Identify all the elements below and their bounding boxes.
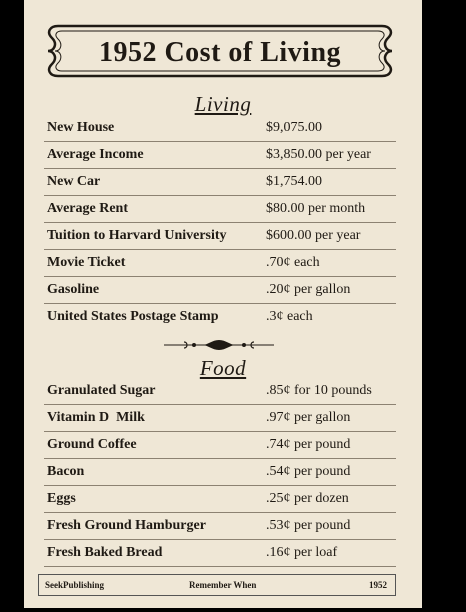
item-label: Eggs — [47, 491, 76, 506]
table-row — [44, 540, 396, 567]
table-row — [44, 196, 396, 223]
footer-series: Remember When — [189, 580, 257, 590]
footer-bar — [38, 574, 396, 596]
table-row — [44, 277, 396, 304]
table-row — [44, 250, 396, 277]
item-price: .53¢ per pound — [266, 518, 351, 533]
item-label: Movie Ticket — [47, 255, 126, 270]
item-label: Granulated Sugar — [47, 383, 156, 398]
footer-year: 1952 — [369, 580, 387, 590]
table-row — [44, 459, 396, 486]
table-row — [44, 142, 396, 169]
table-row — [44, 169, 396, 196]
item-price: .70¢ each — [266, 255, 320, 270]
page-title: 1952 Cost of Living — [98, 37, 342, 68]
item-price: .54¢ per pound — [266, 464, 351, 479]
item-label: Vitamin D Milk — [47, 410, 145, 425]
footer-publisher: SeekPublishing — [45, 580, 105, 590]
food-table — [44, 378, 396, 567]
item-label: Fresh Ground Hamburger — [47, 518, 206, 533]
table-row — [44, 432, 396, 459]
document-page — [24, 0, 422, 608]
item-label: New House — [47, 120, 115, 135]
item-price: $9,075.00 — [266, 120, 322, 135]
item-price: .74¢ per pound — [266, 437, 351, 452]
item-price: .3¢ each — [266, 309, 313, 324]
item-label: United States Postage Stamp — [47, 309, 219, 324]
item-label: Bacon — [47, 464, 85, 479]
item-label: Fresh Baked Bread — [47, 545, 163, 560]
item-label: Gasoline — [47, 282, 100, 297]
item-price: $600.00 per year — [266, 228, 361, 243]
item-label: New Car — [47, 174, 101, 189]
item-price: .97¢ per gallon — [266, 410, 351, 425]
table-row — [44, 304, 396, 330]
living-heading: Living — [194, 92, 252, 116]
table-row — [44, 378, 396, 405]
item-label: Ground Coffee — [47, 437, 137, 452]
title-banner — [44, 18, 396, 84]
item-price: $1,754.00 — [266, 174, 322, 189]
table-row — [44, 223, 396, 250]
living-table — [44, 115, 396, 330]
item-price: .16¢ per loaf — [266, 545, 338, 560]
item-price: .85¢ for 10 pounds — [266, 383, 372, 398]
food-heading: Food — [199, 356, 247, 380]
item-label: Average Income — [47, 147, 144, 162]
item-price: $3,850.00 per year — [266, 147, 371, 162]
table-row — [44, 405, 396, 432]
item-label: Average Rent — [47, 201, 128, 216]
item-price: .25¢ per dozen — [266, 491, 349, 506]
table-row — [44, 513, 396, 540]
item-price: .20¢ per gallon — [266, 282, 351, 297]
item-label: Tuition to Harvard University — [47, 228, 227, 243]
ornament-divider-icon — [164, 337, 274, 353]
table-row — [44, 486, 396, 513]
item-price: $80.00 per month — [266, 201, 366, 216]
table-row — [44, 115, 396, 142]
